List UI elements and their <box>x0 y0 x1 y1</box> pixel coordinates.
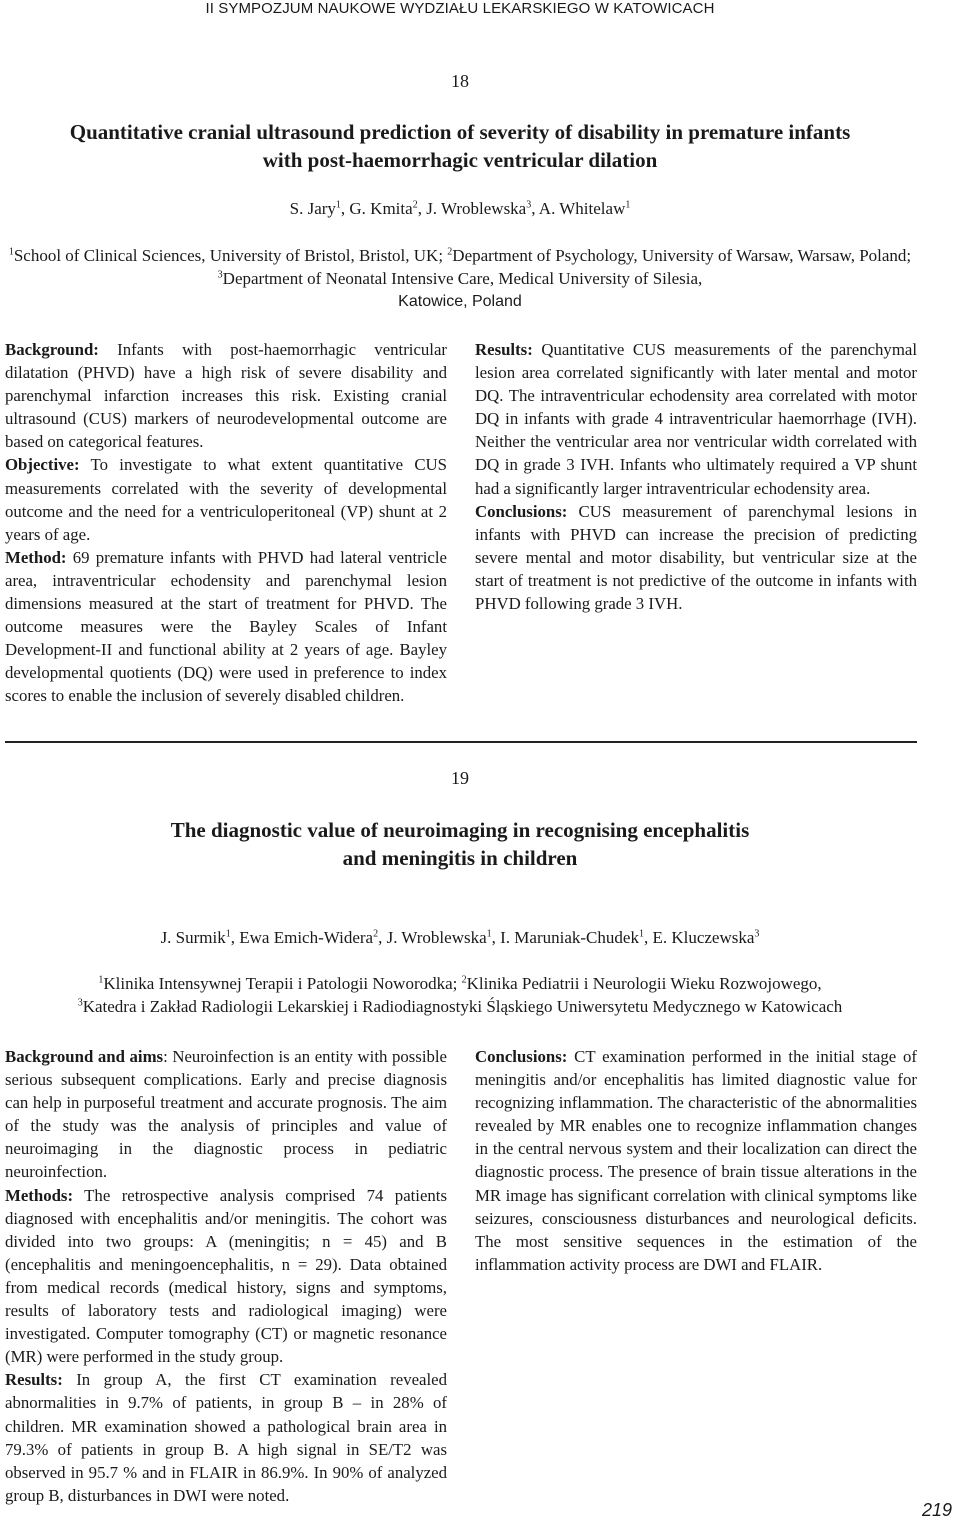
conclusions-section <box>475 500 917 615</box>
author-affiliation-mark: 1 <box>486 928 492 940</box>
section-label: Objective: <box>5 455 80 475</box>
section-label: Results: <box>475 340 533 359</box>
author-affiliation-mark: 2 <box>373 928 379 940</box>
author: J. Wroblewska <box>426 199 527 218</box>
author: S. Jary <box>289 199 336 218</box>
section-text: In group A, the first CT examination revealed abnormalities in 9.7% of patients, in group B – in 28% of children. MR examination showed a pathological brain area in 79.3% of patients in group B. A high signal in SE/T2 was observed in 95.7 % and in FLAIR in 86.9%. In 90% of analyzed group B, disturbances in DWI were noted. <box>5 1370 447 1505</box>
affiliation-city: Katowice, Poland <box>398 293 522 310</box>
abstract-left-column <box>5 1045 447 1507</box>
section-text: CUS measurement of parenchymal lesions in infants with PHVD can increase the precision of predicting severe mental and motor disability, but ventricular size at the start of treatment is not predictive of the outcome in infants with PHVD following grade 3 IVH. <box>475 501 917 614</box>
affiliations <box>0 244 920 313</box>
affiliation-mark: 3 <box>217 269 223 281</box>
section-label: Background and aims <box>5 1047 164 1066</box>
methods-section <box>5 1184 447 1369</box>
section-text: CT examination performed in the initial stage of meningitis and/or encephalitis has limited diagnostic value for recognizing inflammation. The characteristic of the abnormalities revealed by MR enables one to recognize inflammation changes in the central nervous system and their localization can direct the diagnostic process. The presence of brain tissue alterations in the MR image has significant correlation with clinical symptoms like seizures, consciousness disturbances and neurological deficits. The most sensitive sequences in the estimation of the inflammation activity process are DWI and FLAIR. <box>475 1047 917 1274</box>
affiliation: School of Clinical Sciences, University of Bristol, Bristol, UK; <box>13 246 444 265</box>
objective-section <box>5 453 447 545</box>
affiliation-mark: 2 <box>447 246 453 258</box>
section-label: Method: <box>5 547 67 567</box>
author-affiliation-mark: 2 <box>412 199 418 211</box>
author: A. Whitelaw <box>538 199 626 218</box>
affiliation-mark: 1 <box>98 974 104 986</box>
affiliation: Klinika Pediatrii i Neurologii Wieku Rozwojowego, <box>466 974 822 993</box>
section-text: The retrospective analysis comprised 74 patients diagnosed with encephalitis and/or meningitis. The cohort was divided into two groups: A (meningitis; n = 45) and B (encephalitis and meningoencephalitis, n = 29). Data obtained from medical records (medical history, signs and symptoms, results of laboratory tests and radiological imaging) were investigated. Computer tomography (CT) or magnetic resonance (MR) were performed in the study group. <box>5 1185 447 1367</box>
author-affiliation-mark: 1 <box>225 928 231 940</box>
affiliation: Katedra i Zakład Radiologii Lekarskiej i Radiodiagnostyki Śląskiego Uniwersytetu Medycznego w Katowicach <box>82 997 843 1016</box>
affiliation: Department of Neonatal Intensive Care, Medical University of Silesia, <box>222 269 703 288</box>
section-text: Infants with post-haemorrhagic ventricular dilatation (PHVD) have a high risk of severe disability and parenchymal infarction increases this risk. Existing cranial ultrasound (CUS) markers of neurodevelopmental outcome are based on categorical features. <box>5 340 447 452</box>
section-label: Conclusions: <box>475 501 568 521</box>
section-text: Quantitative CUS measurements of the parenchymal lesion area correlated significantly with later mental and motor DQ. The intraventricular echodensity area correlated with motor DQ in infants with grade 4 intraventricular haemorrhage (IVH). Neither the ventricular area nor ventricular width correlated with DQ in grade 3 IVH. Infants who ultimately required a VP shunt had a significantly larger intraventricular echodensity area. <box>475 340 917 498</box>
results-section <box>5 1368 447 1507</box>
section-label: Conclusions: <box>475 1047 568 1066</box>
title-line: with post-haemorrhagic ventricular dilation <box>262 148 658 172</box>
affiliation-mark: 3 <box>77 997 83 1009</box>
section-text: : Neuroinfection is an entity with possible serious subsequent complications. Early and precise diagnosis can help in purposeful treatment and accurate prognosis. The aim of the study was the analysis of principles and value of neuroimaging in the diagnostic process in pediatric neuroinfection. <box>5 1047 447 1182</box>
author: J. Wroblewska <box>386 928 487 947</box>
affiliations <box>0 972 920 1018</box>
section-text: To investigate to what extent quantitative CUS measurements correlated with the severity of developmental outcome and the need for a ventriculoperitoneal (VP) shunt at 2 years of age. <box>5 455 447 544</box>
abstract-number: 18 <box>451 71 469 91</box>
author: G. Kmita <box>349 199 413 218</box>
results-section <box>475 338 917 500</box>
author-affiliation-mark: 3 <box>754 928 760 940</box>
author-affiliation-mark: 3 <box>526 199 532 211</box>
title-line: Quantitative cranial ultrasound prediction of severity of disability in premature infants <box>69 120 851 144</box>
section-divider <box>5 741 917 743</box>
affiliation: Department of Psychology, University of Warsaw, Warsaw, Poland; <box>452 246 912 265</box>
abstract-right-column <box>475 338 917 615</box>
author: Ewa Emich-Widera <box>239 928 374 947</box>
section-label: Background: <box>5 340 99 359</box>
background-section <box>5 338 447 453</box>
affiliation: Klinika Intensywnej Terapii i Patologii Noworodka; <box>103 974 458 993</box>
author: E. Kluczewska <box>652 928 755 947</box>
author-list: J. Surmik$^1$, Ewa Emich-Widera$^2$, J. Wroblewska$^1$, I. Maruniak-Chudek$^1$, E. Kluczewska$^3$ <box>160 928 760 947</box>
author: J. Surmik <box>160 928 226 947</box>
abstract-left-column <box>5 338 447 708</box>
section-label: Methods: <box>5 1185 74 1205</box>
abstract-title <box>0 816 920 872</box>
section-label: Results: <box>5 1370 63 1390</box>
section-text: 69 premature infants with PHVD had lateral ventricle area, intraventricular echodensity and parenchymal lesion dimensions measured at the start of treatment for PHVD. The outcome measures were the Bayley Scales of Infant Development-II and functional ability at 2 years of age. Bayley developmental quotients (DQ) were used in preference to index scores to enable the inclusion of severely disabled children. <box>5 547 447 706</box>
conclusions-section <box>475 1045 917 1276</box>
background-section <box>5 1045 447 1184</box>
author-list: S. Jary$^1$, G. Kmita$^2$, J. Wroblewska$^3$, A. Whitelaw$^1$ <box>289 199 631 218</box>
affiliation-mark: 2 <box>461 974 467 986</box>
author-affiliation-mark: 1 <box>638 928 644 940</box>
affiliation-mark: 1 <box>8 246 14 258</box>
abstract-number: 19 <box>451 768 469 788</box>
author-affiliation-mark: 1 <box>625 199 631 211</box>
title-line: and meningitis in children <box>342 846 578 870</box>
method-section <box>5 546 447 708</box>
abstract-right-column <box>475 1045 917 1276</box>
author-affiliation-mark: 1 <box>335 199 341 211</box>
running-head: II SYMPOZJUM NAUKOWE WYDZIAŁU LEKARSKIEGO W KATOWICACH <box>205 0 715 17</box>
page-number: 219 <box>921 1500 952 1520</box>
abstract-title <box>0 118 920 174</box>
title-line: The diagnostic value of neuroimaging in recognising encephalitis <box>170 818 750 842</box>
author: I. Maruniak-Chudek <box>500 928 639 947</box>
